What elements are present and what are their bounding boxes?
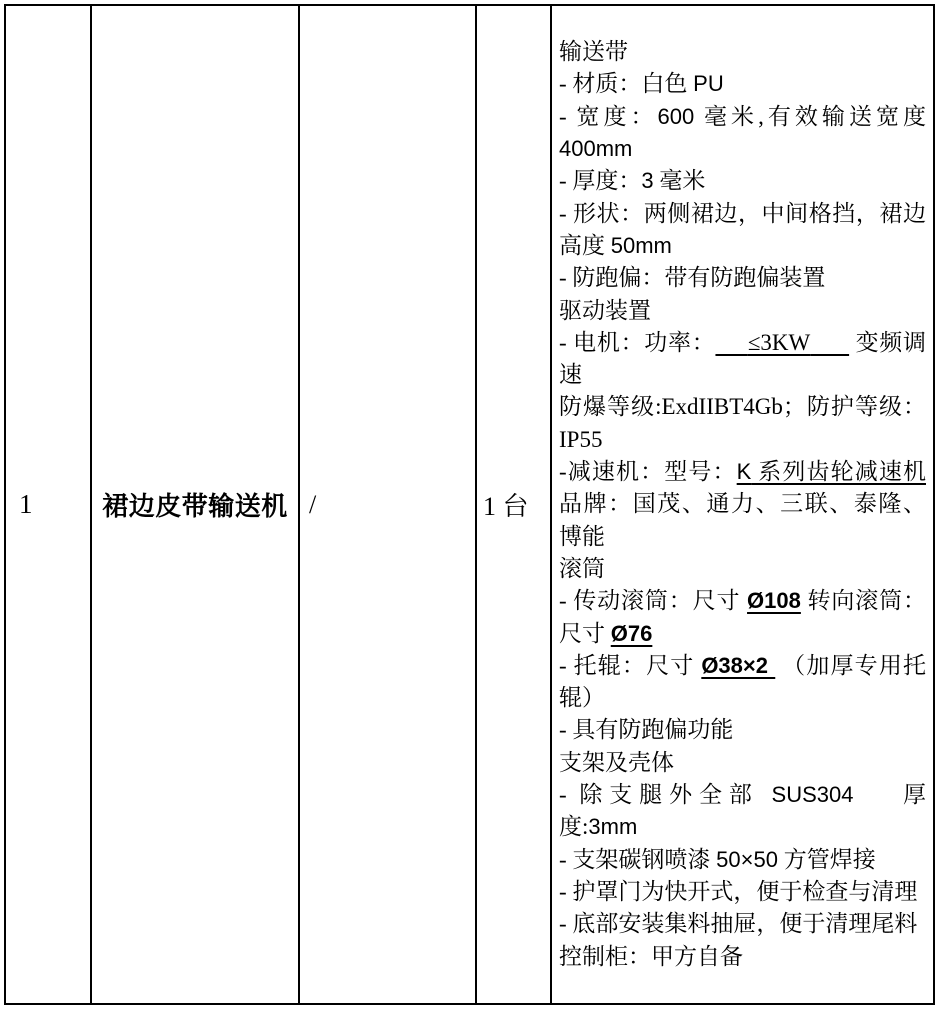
spec-paragraph [559, 36, 926, 68]
spec-paragraph [559, 456, 926, 553]
spec-text-segment: - 底部安装集料抽屉，便于清理尾料 [559, 911, 918, 937]
spec-paragraph [559, 941, 926, 973]
spec-cell [551, 5, 934, 1004]
spec-text-segment: 支架及壳体 [559, 749, 674, 775]
row-index: 1 [19, 489, 33, 519]
spec-text-segment [810, 330, 849, 355]
spec-text-segment: ≤3KW [747, 329, 811, 355]
spec-paragraph [559, 876, 926, 908]
spec-text-segment: - 支架碳钢喷漆 [559, 846, 717, 872]
equipment-name-cell [91, 5, 299, 1004]
spec-text-segment: - 托辊：尺寸 [559, 652, 702, 678]
spec-text-segment: 厚度: [559, 782, 926, 840]
spec-text-segment: 转向滚筒：尺寸 [559, 588, 926, 646]
spec-text-segment: 驱动装置 [559, 297, 651, 323]
spec-text-segment: - 防跑偏：带有防跑偏装置 [559, 265, 826, 291]
spec-paragraph [559, 844, 926, 876]
spec-text-segment: - 传动滚筒：尺寸 [559, 588, 748, 614]
spec-text-segment: - 形状：两侧裙边，中间格挡，裙边高度 [559, 200, 926, 258]
spec-text-segment: - 材质：白色 [559, 71, 694, 97]
spec-text-segment: - 具有防跑偏功能 [559, 717, 734, 743]
spec-text-segment: 400mm [559, 136, 633, 162]
spec-text-segment: 控制柜：甲方自备 [559, 943, 743, 969]
table-row [5, 5, 934, 1004]
spec-paragraph [559, 327, 926, 392]
spec-paragraph [559, 553, 926, 585]
spec-text-segment: 品牌：国茂、通力、三联、泰隆、博能 [559, 491, 926, 549]
spec-paragraph [559, 295, 926, 327]
spec-text-segment: - 宽度： [559, 103, 658, 129]
spec-text-segment: -减速机：型号： [559, 459, 737, 485]
spec-paragraph [559, 585, 926, 650]
spec-text-segment: 3 [641, 168, 654, 194]
spec-cell-content [559, 36, 926, 973]
spec-text-segment: 50×50 [716, 846, 778, 872]
spec-text-segment: - 除支腿外全部 [559, 782, 772, 808]
spec-text-segment: - 电机：功率： [559, 329, 716, 355]
specification-table [4, 4, 935, 1005]
spec-text-segment: - 护罩门为快开式，便于检查与清理 [559, 878, 918, 904]
quantity-value: 1 台 [483, 492, 529, 521]
spec-paragraph [559, 747, 926, 779]
spec-text-segment: PU [693, 71, 724, 97]
spec-text-segment: Ø38×2 [701, 652, 776, 678]
spec-paragraph [559, 262, 926, 294]
spec-text-segment: 输送带 [559, 39, 628, 65]
document-page [0, 4, 939, 1023]
model-value: / [309, 489, 317, 519]
spec-paragraph [559, 650, 926, 715]
spec-text-segment: 系列齿轮减速机 [751, 459, 926, 485]
spec-paragraph [559, 165, 926, 197]
model-cell [299, 5, 476, 1004]
spec-text-segment: 防爆等级:ExdIIBT4Gb；防护等级：IP55 [559, 394, 926, 452]
spec-text-segment [715, 330, 747, 355]
spec-text-segment: 毫米,有效输送宽度 [694, 103, 926, 129]
spec-paragraph [559, 391, 926, 456]
spec-paragraph [559, 68, 926, 100]
spec-text-segment: Ø108 [747, 588, 801, 614]
spec-text-segment: 50mm [610, 232, 672, 258]
row-index-cell [5, 5, 91, 1004]
spec-text-segment: 3mm [588, 814, 638, 840]
spec-text-segment: 滚筒 [559, 555, 605, 581]
spec-text-segment: 方管焊接 [777, 846, 876, 872]
spec-text-segment: （加厚专用托辊） [559, 652, 926, 711]
spec-paragraph [559, 908, 926, 940]
spec-paragraph [559, 198, 926, 263]
quantity-cell [476, 5, 551, 1004]
spec-paragraph [559, 779, 926, 844]
spec-text-segment: 毫米 [653, 168, 706, 194]
equipment-name: 裙边皮带输送机 [102, 492, 288, 521]
spec-text-segment: SUS304 [771, 782, 854, 808]
spec-text-segment: 600 [657, 103, 695, 129]
spec-paragraph [559, 714, 926, 746]
spec-text-segment: Ø76 [610, 620, 653, 646]
spec-text-segment: 变频调速 [559, 329, 927, 388]
spec-text-segment: - 厚度： [559, 168, 642, 194]
spec-text-segment: K [736, 459, 752, 485]
spec-paragraph [559, 101, 926, 166]
